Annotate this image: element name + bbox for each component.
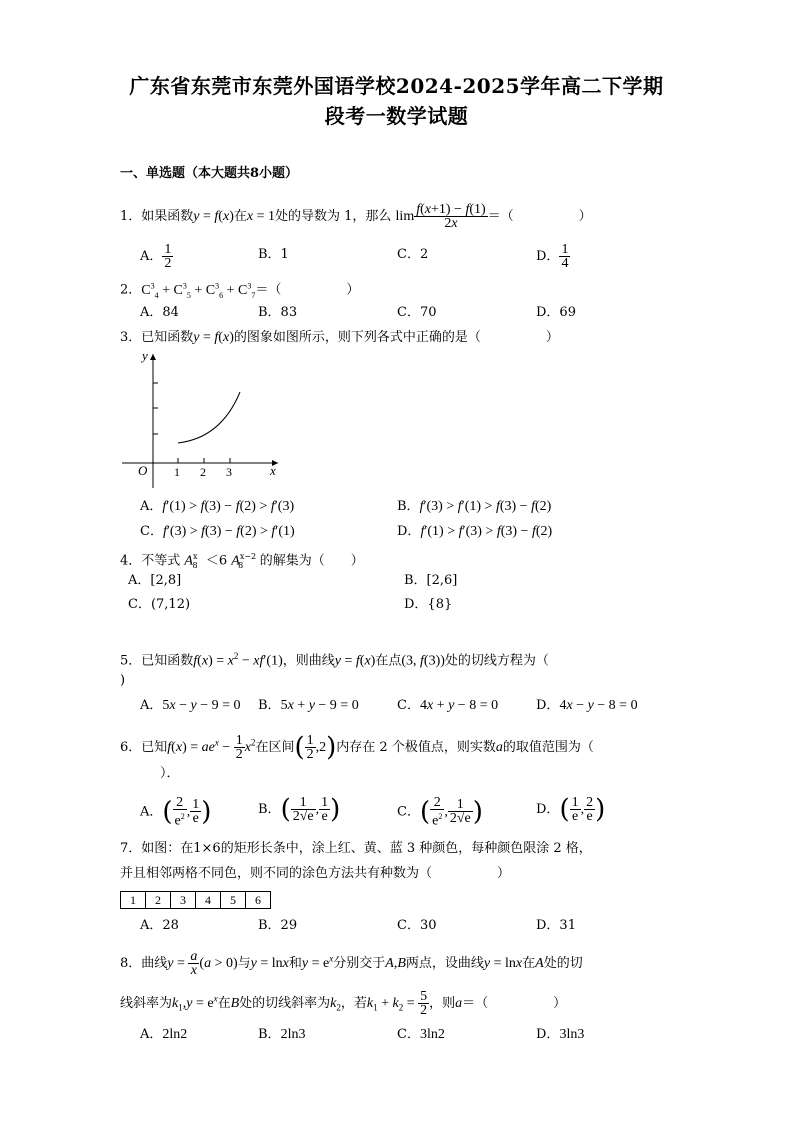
q6-option-a[interactable]: A．( $\frac{2}{e^2}$ , $\frac{1}{e}$ ) — [140, 795, 212, 829]
q4-option-d[interactable]: D．{8} — [404, 597, 453, 612]
q7-option-d[interactable]: D．31 — [536, 918, 576, 933]
q3-y-label: y — [142, 348, 148, 363]
q3-function-graph — [118, 348, 288, 493]
q8-option-a[interactable]: A．2ln2 — [140, 1027, 188, 1042]
q2-option-a[interactable]: A．84 — [140, 305, 179, 320]
q3-x-label: x — [270, 463, 276, 478]
q6-option-c[interactable]: C．( $\frac{2}{e^2}$ , $\frac{1}{2√e}$ ) — [397, 795, 483, 829]
q5-option-b[interactable]: B．5x + y − 9 = 0 — [258, 698, 359, 713]
strip-cell: 4 — [196, 892, 221, 909]
q7-option-c[interactable]: C．30 — [397, 918, 437, 933]
q8-option-d[interactable]: D．3ln3 — [536, 1027, 585, 1042]
section-heading: 一、单选题（本大题共8小题） — [120, 166, 299, 181]
question-7: 7．如图：在1×6的矩形长条中，涂上红、黄、蓝 3 种颜色，每种颜色限涂 2 格， — [120, 841, 592, 856]
q7-option-a[interactable]: A．28 — [140, 918, 179, 933]
q3-tick-1: 1 — [174, 465, 180, 479]
question-6-line2: ）． — [160, 766, 180, 781]
q4-option-c[interactable]: C．(7,12) — [128, 597, 191, 612]
q5-option-a[interactable]: A．5x − y − 9 = 0 — [140, 698, 241, 713]
question-8-line2: 线斜率为$k_1,y = e^x$在B处的切线斜率为$k_2$，若$k_1 + k_2$ = $\frac{5}{2}$ ，则a＝（ ） — [120, 989, 567, 1018]
page-title: 广东省东莞市东莞外国语学校2024-2025学年高二下学期 — [129, 74, 664, 98]
q3-origin-label: O — [138, 463, 148, 478]
strip-cell: 5 — [221, 892, 246, 909]
strip-cell: 6 — [246, 892, 271, 909]
q2-option-c[interactable]: C．70 — [397, 305, 437, 320]
question-2: 2．$C^3_4 + C^3_5 + C^3_6 + C^3_7=$（ ） — [120, 281, 360, 300]
q2-option-d[interactable]: D．69 — [536, 305, 576, 320]
question-6: 6．已知$f(x) = ae^x$ − $\frac{1}{2}$ $x^2$在区间( $\frac{1}{2}$ ,2)内存在 2 个极值点，则实数a的取值范围为（ — [120, 732, 594, 763]
q7-strip-table — [120, 891, 271, 909]
strip-cell: 1 — [121, 892, 146, 909]
q8-option-b[interactable]: B．2ln3 — [258, 1027, 306, 1042]
q3-tick-3: 3 — [226, 465, 232, 479]
question-3: 3．已知函数y = f(x)的图象如图所示，则下列各式中正确的是（ ） — [120, 330, 559, 345]
q3-option-b[interactable]: B．f′(3) > f′(1) > f(3) − f(2) — [397, 499, 552, 514]
q3-tick-2: 2 — [200, 465, 206, 479]
q7-option-b[interactable]: B．29 — [258, 918, 298, 933]
q1-option-c[interactable]: C．2 — [397, 247, 429, 262]
q3-curve — [178, 392, 240, 443]
question-1: 1．如果函数y = f(x)在x = 1处的导数为 1，那么 lim $\frac{f(x+1) - f(1)}{2x}$ ＝（ ） — [120, 202, 592, 231]
question-8: 8．曲线y = $\frac{a}{x}$ (a > 0)与y = lnx和$y = e^x$分别交于A,B两点，设曲线y = lnx在A处的切 — [120, 949, 583, 978]
q1-option-b[interactable]: B．1 — [258, 247, 289, 262]
q4-option-b[interactable]: B．[2,6] — [404, 573, 458, 588]
question-7-line2: 并且相邻两格不同色，则不同的涂色方法共有种数为（ ） — [120, 866, 511, 881]
q5-option-c[interactable]: C．4x + y − 8 = 0 — [397, 698, 499, 713]
q4-option-a[interactable]: A．[2,8] — [128, 573, 182, 588]
q1-option-d[interactable]: D． $\frac{1}{4}$ — [536, 242, 569, 271]
q3-option-a[interactable]: A．f′(1) > f(3) − f(2) > f′(3) — [140, 499, 295, 514]
q6-option-b[interactable]: B．( $\frac{1}{2√e}$ , $\frac{1}{e}$ ) — [258, 794, 341, 825]
strip-cell: 2 — [146, 892, 171, 909]
q3-option-c[interactable]: C．f′(3) > f(3) − f(2) > f′(1) — [140, 524, 295, 539]
q8-option-c[interactable]: C．3ln2 — [397, 1027, 445, 1042]
question-5-line2: ) — [120, 673, 126, 688]
q3-option-d[interactable]: D．f′(1) > f′(3) > f(3) − f(2) — [397, 524, 553, 539]
question-5: 5．已知函数$f(x) = x^2 - xf'(1)$，则曲线y = f(x)在点(3, f(3))处的切线方程为（ — [120, 651, 549, 669]
strip-cell: 3 — [171, 892, 196, 909]
q1-option-a[interactable]: A． $\frac{1}{2}$ — [140, 242, 172, 271]
q2-option-b[interactable]: B．83 — [258, 305, 298, 320]
question-4: 4．不等式 $A^x_8 <6$ $A^{x-2}_8$ 的解集为（ ） — [120, 552, 364, 570]
page-subtitle: 段考一数学试题 — [324, 104, 469, 128]
q5-option-d[interactable]: D．4x − y − 8 = 0 — [536, 698, 638, 713]
q6-option-d[interactable]: D．( $\frac{1}{e}$ , $\frac{2}{e}$ ) — [536, 794, 606, 825]
